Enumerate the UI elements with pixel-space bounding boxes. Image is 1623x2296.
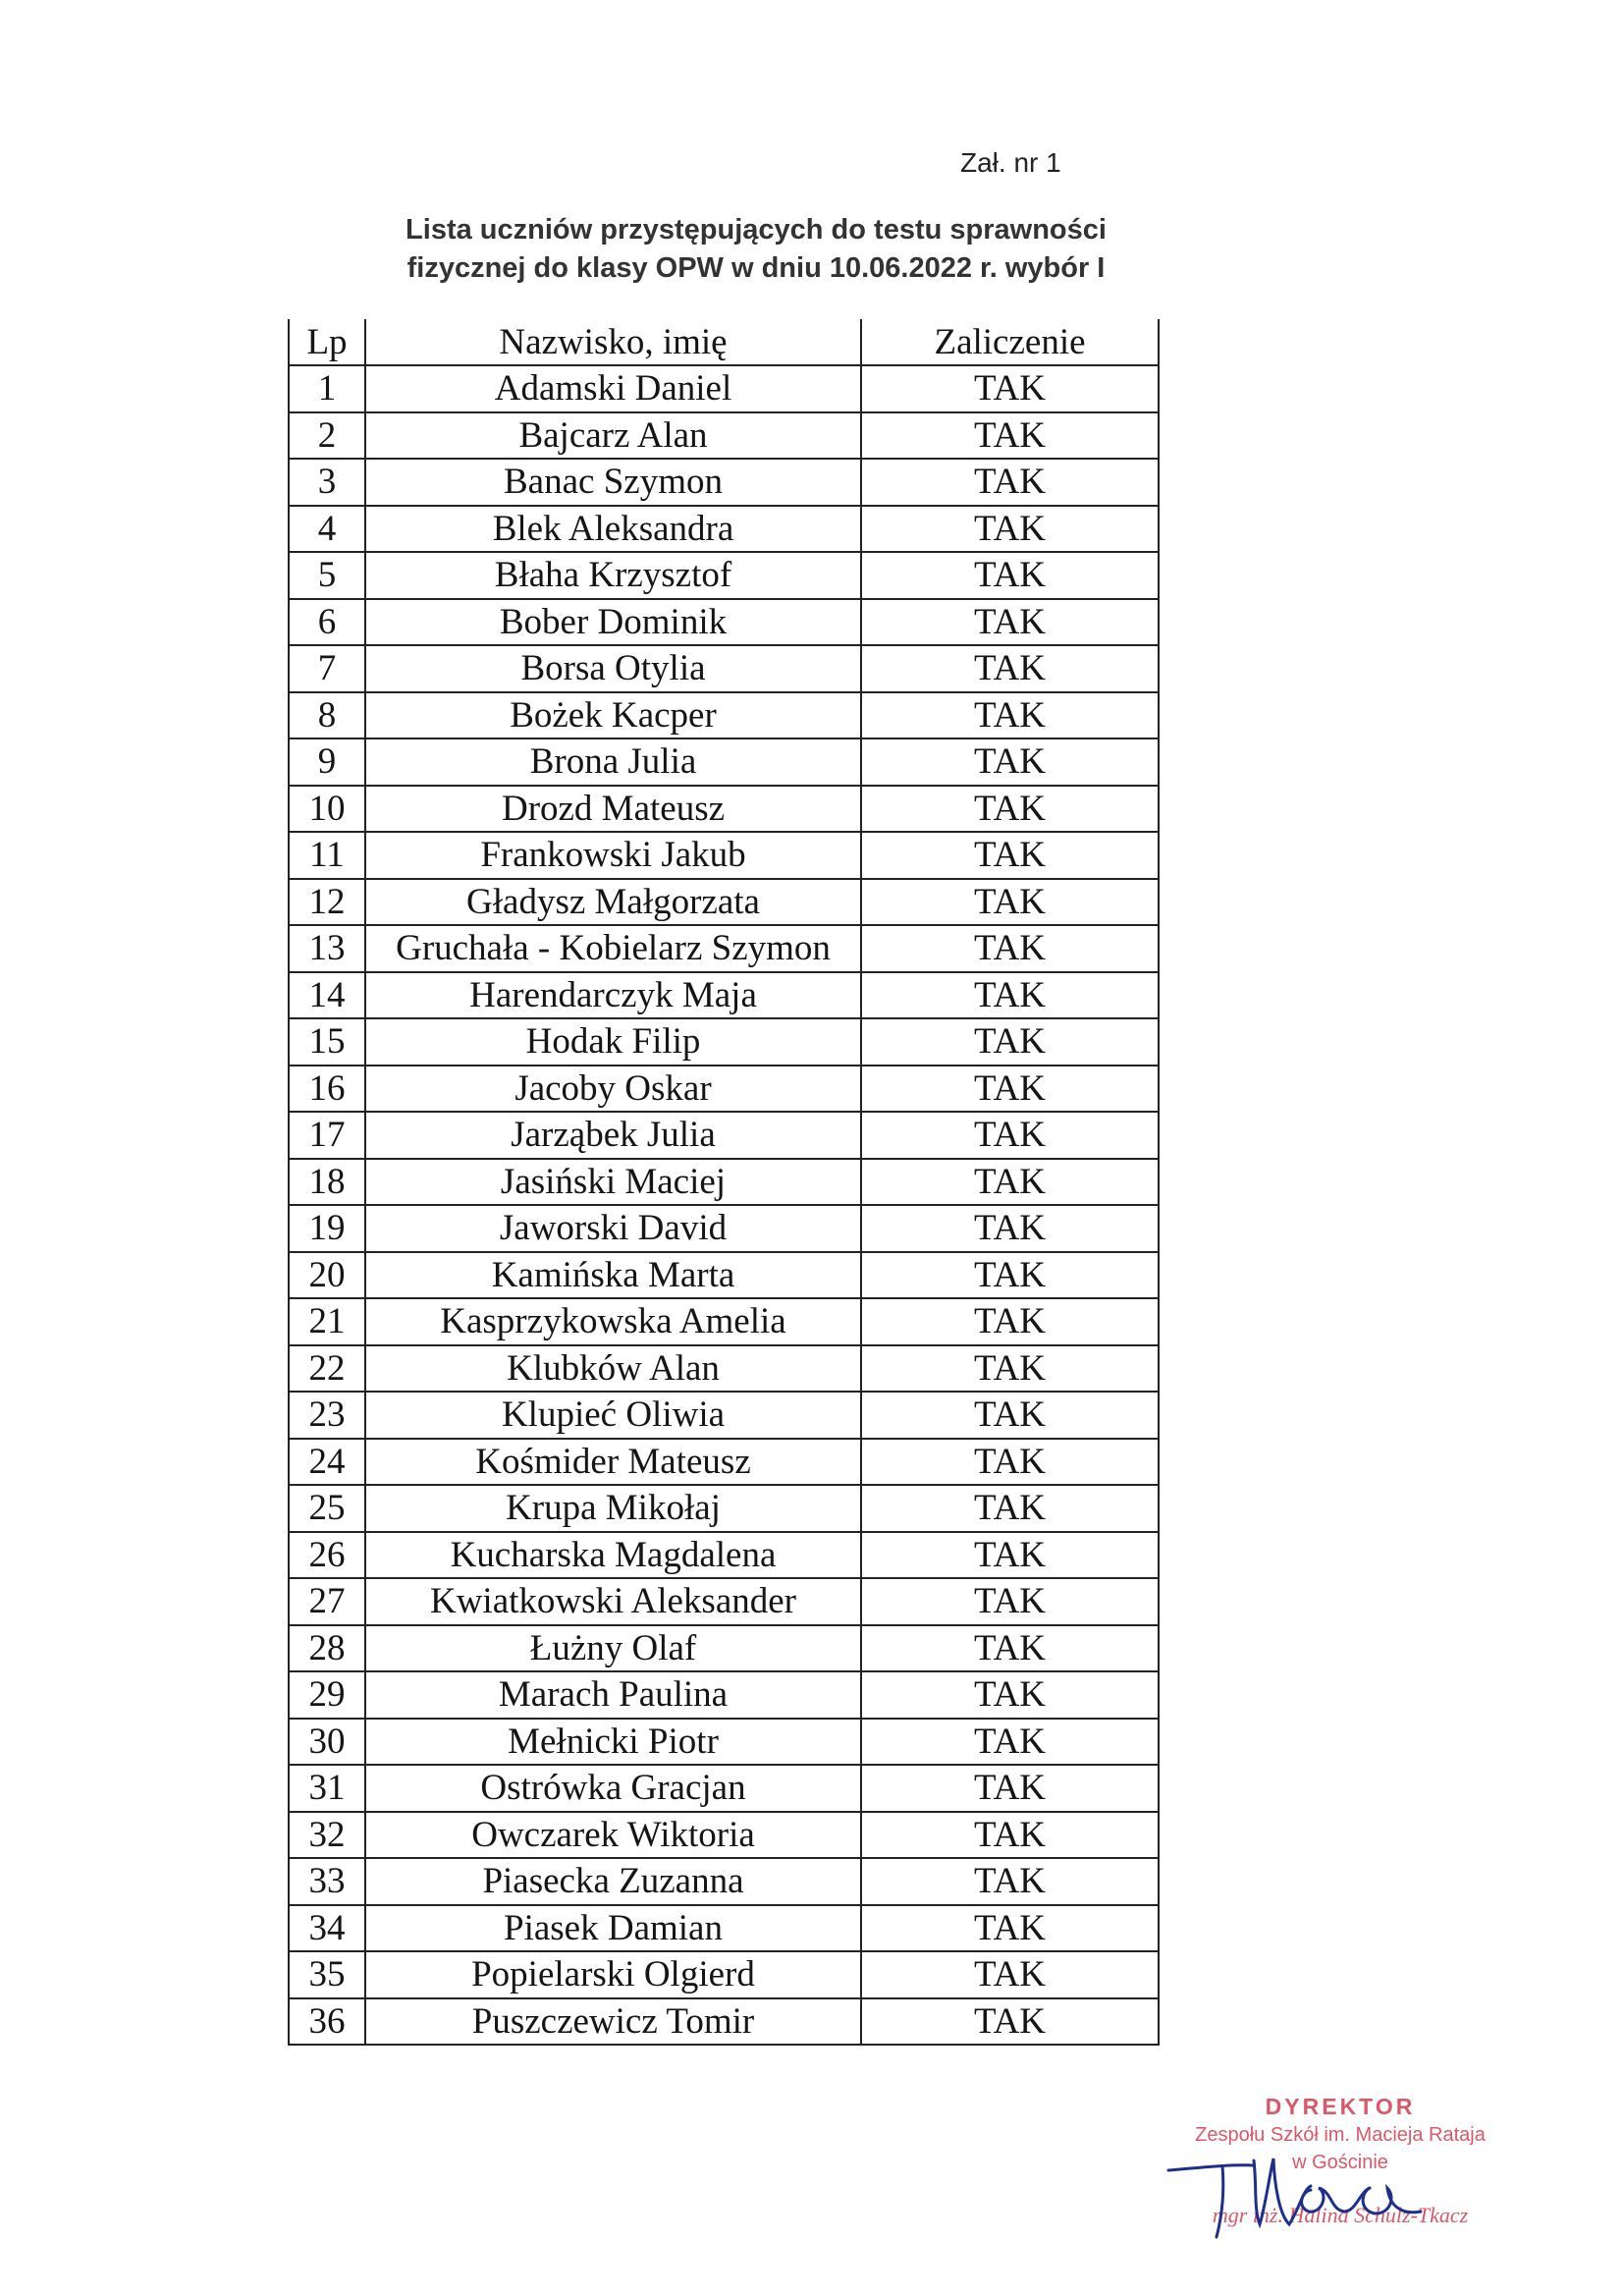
cell-name: Hodak Filip [365, 1018, 861, 1066]
cell-name: Blek Aleksandra [365, 506, 861, 553]
table-row [289, 1625, 1159, 1672]
cell-name: Brona Julia [365, 738, 861, 786]
table-row [289, 738, 1159, 786]
cell-result: TAK [861, 1671, 1159, 1719]
cell-result: TAK [861, 1159, 1159, 1206]
cell-lp: 29 [289, 1671, 365, 1719]
table-row [289, 1812, 1159, 1859]
cell-lp: 5 [289, 552, 365, 599]
cell-result: TAK [861, 645, 1159, 692]
table-row [289, 925, 1159, 972]
cell-lp: 26 [289, 1532, 365, 1579]
cell-result: TAK [861, 552, 1159, 599]
table-row [289, 1439, 1159, 1486]
cell-result: TAK [861, 1812, 1159, 1859]
cell-lp: 11 [289, 832, 365, 879]
stamp-place: w Gościnie [1292, 2152, 1388, 2173]
cell-result: TAK [861, 1578, 1159, 1625]
cell-name: Marach Paulina [365, 1671, 861, 1719]
cell-result: TAK [861, 1858, 1159, 1905]
cell-lp: 3 [289, 459, 365, 506]
cell-lp: 36 [289, 1998, 365, 2046]
cell-result: TAK [861, 506, 1159, 553]
cell-lp: 31 [289, 1765, 365, 1812]
cell-result: TAK [861, 1252, 1159, 1299]
cell-result: TAK [861, 832, 1159, 879]
cell-result: TAK [861, 786, 1159, 833]
cell-lp: 4 [289, 506, 365, 553]
table-row [289, 1858, 1159, 1905]
cell-name: Piasecka Zuzanna [365, 1858, 861, 1905]
table-row [289, 412, 1159, 460]
table-row [289, 1998, 1159, 2046]
cell-result: TAK [861, 1205, 1159, 1252]
cell-name: Popielarski Olgierd [365, 1951, 861, 1998]
table-row [289, 692, 1159, 739]
cell-lp: 10 [289, 786, 365, 833]
stamp-role: DYREKTOR [1265, 2094, 1416, 2119]
cell-name: Łużny Olaf [365, 1625, 861, 1672]
cell-lp: 1 [289, 365, 365, 412]
table-row [289, 1765, 1159, 1812]
cell-lp: 18 [289, 1159, 365, 1206]
cell-name: Owczarek Wiktoria [365, 1812, 861, 1859]
cell-name: Klubków Alan [365, 1345, 861, 1393]
cell-name: Puszczewicz Tomir [365, 1998, 861, 2046]
cell-lp: 16 [289, 1066, 365, 1113]
cell-name: Kucharska Magdalena [365, 1532, 861, 1579]
cell-lp: 21 [289, 1298, 365, 1345]
table-row [289, 645, 1159, 692]
students-table [288, 319, 1160, 2046]
stamp-person: mgr inż. Halina Schulz-Tkacz [1212, 2203, 1469, 2227]
cell-lp: 30 [289, 1719, 365, 1766]
table-row [289, 1485, 1159, 1532]
cell-result: TAK [861, 1719, 1159, 1766]
cell-lp: 2 [289, 412, 365, 460]
cell-lp: 24 [289, 1439, 365, 1486]
table-row [289, 1018, 1159, 1066]
table-row [289, 1951, 1159, 1998]
title-line-2: fizycznej do klasy OPW w dniu 10.06.2022 r. wybór I [406, 252, 1106, 284]
table-row [289, 1345, 1159, 1393]
stamp-school: Zespołu Szkół im. Macieja Rataja [1195, 2124, 1486, 2146]
cell-result: TAK [861, 1485, 1159, 1532]
cell-name: Frankowski Jakub [365, 832, 861, 879]
table-row [289, 832, 1159, 879]
cell-name: Błaha Krzysztof [365, 552, 861, 599]
table-row [289, 1671, 1159, 1719]
cell-name: Harendarczyk Maja [365, 972, 861, 1019]
cell-lp: 27 [289, 1578, 365, 1625]
table-row [289, 599, 1159, 646]
cell-lp: 12 [289, 879, 365, 926]
cell-name: Gruchała - Kobielarz Szymon [365, 925, 861, 972]
cell-lp: 6 [289, 599, 365, 646]
cell-result: TAK [861, 365, 1159, 412]
cell-name: Kośmider Mateusz [365, 1439, 861, 1486]
cell-result: TAK [861, 1066, 1159, 1113]
cell-name: Kasprzykowska Amelia [365, 1298, 861, 1345]
cell-result: TAK [861, 1998, 1159, 2046]
cell-name: Gładysz Małgorzata [365, 879, 861, 926]
cell-result: TAK [861, 1018, 1159, 1066]
cell-lp: 15 [289, 1018, 365, 1066]
column-header-name: Nazwisko, imię [365, 319, 861, 365]
cell-name: Jasiński Maciej [365, 1159, 861, 1206]
cell-result: TAK [861, 412, 1159, 460]
table-row [289, 972, 1159, 1019]
table-row [289, 1066, 1159, 1113]
cell-result: TAK [861, 1298, 1159, 1345]
table-row [289, 1719, 1159, 1766]
cell-name: Jarząbek Julia [365, 1112, 861, 1159]
table-body [289, 365, 1159, 2045]
table-row [289, 1578, 1159, 1625]
table-row [289, 1205, 1159, 1252]
cell-name: Jaworski David [365, 1205, 861, 1252]
cell-name: Kamińska Marta [365, 1252, 861, 1299]
cell-name: Piasek Damian [365, 1905, 861, 1952]
table-row [289, 1392, 1159, 1439]
cell-name: Bożek Kacper [365, 692, 861, 739]
cell-result: TAK [861, 1625, 1159, 1672]
cell-lp: 19 [289, 1205, 365, 1252]
cell-lp: 13 [289, 925, 365, 972]
table-row [289, 1298, 1159, 1345]
table-row [289, 552, 1159, 599]
table-row [289, 365, 1159, 412]
handwritten-signature [1163, 2131, 1488, 2249]
cell-name: Klupieć Oliwia [365, 1392, 861, 1439]
cell-result: TAK [861, 1951, 1159, 1998]
cell-name: Banac Szymon [365, 459, 861, 506]
cell-name: Bajcarz Alan [365, 412, 861, 460]
cell-result: TAK [861, 1532, 1159, 1579]
cell-name: Ostrówka Gracjan [365, 1765, 861, 1812]
table-row [289, 1252, 1159, 1299]
cell-result: TAK [861, 1112, 1159, 1159]
table-row [289, 1532, 1159, 1579]
cell-name: Jacoby Oskar [365, 1066, 861, 1113]
table-header-row [289, 319, 1159, 365]
cell-name: Mełnicki Piotr [365, 1719, 861, 1766]
cell-name: Borsa Otylia [365, 645, 861, 692]
cell-name: Kwiatkowski Aleksander [365, 1578, 861, 1625]
cell-name: Drozd Mateusz [365, 786, 861, 833]
cell-result: TAK [861, 972, 1159, 1019]
cell-lp: 28 [289, 1625, 365, 1672]
cell-result: TAK [861, 738, 1159, 786]
title-line-1: Lista uczniów przystępujących do testu sprawności [406, 214, 1107, 246]
table-row [289, 786, 1159, 833]
table-row [289, 879, 1159, 926]
cell-result: TAK [861, 1765, 1159, 1812]
cell-result: TAK [861, 692, 1159, 739]
table-row [289, 506, 1159, 553]
column-header-lp: Lp [289, 319, 365, 365]
cell-lp: 20 [289, 1252, 365, 1299]
cell-lp: 32 [289, 1812, 365, 1859]
cell-lp: 14 [289, 972, 365, 1019]
cell-result: TAK [861, 599, 1159, 646]
cell-lp: 23 [289, 1392, 365, 1439]
cell-lp: 33 [289, 1858, 365, 1905]
table-row [289, 1159, 1159, 1206]
cell-lp: 8 [289, 692, 365, 739]
cell-result: TAK [861, 1392, 1159, 1439]
cell-lp: 34 [289, 1905, 365, 1952]
column-header-result: Zaliczenie [861, 319, 1159, 365]
cell-lp: 17 [289, 1112, 365, 1159]
cell-result: TAK [861, 1905, 1159, 1952]
cell-result: TAK [861, 1345, 1159, 1393]
cell-name: Bober Dominik [365, 599, 861, 646]
document-title [353, 211, 1159, 288]
cell-lp: 9 [289, 738, 365, 786]
cell-name: Krupa Mikołaj [365, 1485, 861, 1532]
table-row [289, 1112, 1159, 1159]
cell-lp: 22 [289, 1345, 365, 1393]
cell-lp: 35 [289, 1951, 365, 1998]
table-row [289, 1905, 1159, 1952]
annex-label: Zał. nr 1 [960, 147, 1061, 178]
cell-result: TAK [861, 925, 1159, 972]
cell-result: TAK [861, 879, 1159, 926]
cell-lp: 7 [289, 645, 365, 692]
cell-name: Adamski Daniel [365, 365, 861, 412]
cell-lp: 25 [289, 1485, 365, 1532]
cell-result: TAK [861, 1439, 1159, 1486]
table-row [289, 459, 1159, 506]
cell-result: TAK [861, 459, 1159, 506]
